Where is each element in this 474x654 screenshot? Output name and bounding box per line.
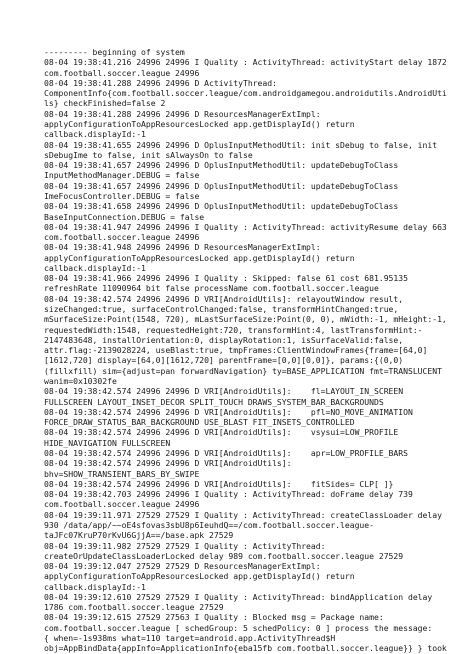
log-line: 08-04 19:38:42.574 24996 24996 D VRI[AndroidUtils]: relayoutWindow result, <box>44 293 404 304</box>
log-line: 930 /data/app/~~oE4sfovas3sbU8p6IeuhdQ==/com.football.soccer.league- <box>44 519 374 530</box>
log-line: callback.displayId:-1 <box>44 581 146 592</box>
log-line: InputMethodManager.DEBUG = false <box>44 170 200 181</box>
log-line: 08-04 19:39:11.971 27529 27529 I Quality : ActivityThread: createClassLoader delay <box>44 509 442 520</box>
log-line: 2147483648, installOrientation:0, displayRotation:1, isSurfaceValid:false, <box>44 334 404 345</box>
log-line: 08-04 19:38:42.703 24996 24996 I Quality : ActivityThread: doFrame delay 739 <box>44 489 413 500</box>
log-line: com.football.soccer.league 24996 <box>44 499 200 510</box>
log-line: com.football.soccer.league 24996 <box>44 232 200 243</box>
log-line: obj=AppBindData{appInfo=ApplicationInfo{eba15fb com.football.soccer.league}} } took <box>44 643 447 654</box>
log-line: ImeFocusController.DEBUG = false <box>44 190 200 201</box>
log-line: 08-04 19:39:12.615 27529 27563 I Quality : Blocked msg = Package name: <box>44 612 384 623</box>
log-line: sDebugIme to false, init sAlwaysOn to false <box>44 149 253 160</box>
log-line: callback.displayId:-1 <box>44 262 146 273</box>
log-line: 08-04 19:38:42.574 24996 24996 D VRI[AndroidUtils]: fitSides= CLP[ ]} <box>44 478 394 489</box>
log-line: com.football.soccer.league 24996 <box>44 67 200 78</box>
log-line: ComponentInfo{com.football.soccer.league/com.androidgamegou.androidutils.AndroidUti <box>44 88 447 99</box>
log-line: 08-04 19:39:12.047 27529 27529 D ResourcesManagerExtImpl: <box>44 561 321 572</box>
log-line: mSurfaceSize:Point(1548, 720), mLastSurfaceSize:Point(0, 0), mWidth:-1, mHeight:-1, <box>44 314 447 325</box>
log-line: refreshRate 11090964 bit false processName com.football.soccer.league <box>44 283 379 294</box>
log-line: requestedWidth:1548, requestedHeight:720, transformHint:4, lastTransformHint:- <box>44 324 423 335</box>
log-line: bhv=SHOW_TRANSIENT_BARS_BY_SWIPE <box>44 468 200 479</box>
log-line: 08-04 19:38:41.288 24996 24996 D ActivityThread: <box>44 77 277 88</box>
log-line: BaseInputConnection.DEBUG = false <box>44 211 205 222</box>
log-line: 08-04 19:38:41.948 24996 24996 D ResourcesManagerExtImpl: <box>44 242 321 253</box>
log-line: ls} checkFinished=false 2 <box>44 98 166 109</box>
log-line: (fillxfill) sim={adjust=pan forwardNavigation} ty=BASE_APPLICATION fmt=TRANSLUCENT <box>44 365 442 376</box>
log-line: com.football.soccer.league [ schedGroup: 5 schedPolicy: 0 ] process the message: <box>44 622 433 633</box>
log-line: 08-04 19:39:11.982 27529 27529 I Quality : ActivityThread: <box>44 540 326 551</box>
log-line: 08-04 19:39:12.610 27529 27529 I Quality : ActivityThread: bindApplication delay <box>44 591 433 602</box>
log-line: 08-04 19:38:42.574 24996 24996 D VRI[AndroidUtils]: apr=LOW_PROFILE_BARS <box>44 447 408 458</box>
log-line: 08-04 19:38:42.574 24996 24996 D VRI[AndroidUtils]: vsysui=LOW_PROFILE <box>44 427 399 438</box>
log-line: 08-04 19:38:41.947 24996 24996 I Quality : ActivityThread: activityResume delay 663 <box>44 221 447 232</box>
log-line: applyConfigurationToAppResourcesLocked app.getDisplayId() return <box>44 118 355 129</box>
log-line: 08-04 19:38:41.966 24996 24996 I Quality : Skipped: false 61 cost 681.95135 <box>44 273 408 284</box>
log-line: 08-04 19:38:42.574 24996 24996 D VRI[AndroidUtils]: fl=LAYOUT_IN_SCREEN <box>44 386 404 397</box>
log-line: 1786 com.football.soccer.league 27529 <box>44 602 224 613</box>
log-line: FORCE_DRAW_STATUS_BAR_BACKGROUND USE_BLAST FIT_INSETS_CONTROLLED <box>44 417 355 428</box>
log-line: 08-04 19:38:41.657 24996 24996 D OplusInputMethodUtil: updateDebugToClass <box>44 160 399 171</box>
log-line: applyConfigurationToAppResourcesLocked app.getDisplayId() return <box>44 571 355 582</box>
log-line: 08-04 19:38:42.574 24996 24996 D VRI[AndroidUtils]: <box>44 458 292 469</box>
log-line: FULLSCREEN LAYOUT_INSET_DECOR SPLIT_TOUCH DRAWS_SYSTEM_BAR_BACKGROUNDS <box>44 396 384 407</box>
log-line: [1612,720] display=[64,0][1612,720] parentFrame=[0,0][0,0]}, params:{(0,0) <box>44 355 404 366</box>
log-line: 08-04 19:38:41.288 24996 24996 D ResourcesManagerExtImpl: <box>44 108 321 119</box>
log-line: attr.flag:-2139028224, useBlast:true, tmpFrames:ClientWindowFrames{frame=[64,0] <box>44 345 428 356</box>
log-line: sizeChanged:true, surfaceControlChanged:false, transformHintChanged:true, <box>44 304 399 315</box>
log-document <box>44 47 462 654</box>
log-line: --------- beginning of system <box>44 47 185 57</box>
log-line: HIDE_NAVIGATION FULLSCREEN <box>44 437 171 448</box>
log-line: { when=-1s938ms what=110 target=android.app.ActivityThread$H <box>44 633 336 644</box>
log-line: 08-04 19:38:41.658 24996 24996 D OplusInputMethodUtil: updateDebugToClass <box>44 201 399 212</box>
log-line: applyConfigurationToAppResourcesLocked app.getDisplayId() return <box>44 252 355 263</box>
log-line: 08-04 19:38:41.655 24996 24996 D OplusInputMethodUtil: init sDebug to false, init <box>44 139 438 150</box>
log-line: wanim=0x10302fe <box>44 376 117 386</box>
log-line: 08-04 19:38:42.574 24996 24996 D VRI[AndroidUtils]: pfl=NO_MOVE_ANIMATION <box>44 406 413 417</box>
log-line: 08-04 19:38:41.216 24996 24996 I Quality : ActivityThread: activityStart delay 1872 <box>44 57 447 68</box>
log-line: 08-04 19:38:41.657 24996 24996 D OplusInputMethodUtil: updateDebugToClass <box>44 180 399 191</box>
log-line: taJFc07KruP70rKvU6GjjA==/base.apk 27529 <box>44 530 234 541</box>
log-line: callback.displayId:-1 <box>44 129 146 140</box>
log-line: createOrUpdateClassLoaderLocked delay 989 com.football.soccer.league 27529 <box>44 550 404 561</box>
